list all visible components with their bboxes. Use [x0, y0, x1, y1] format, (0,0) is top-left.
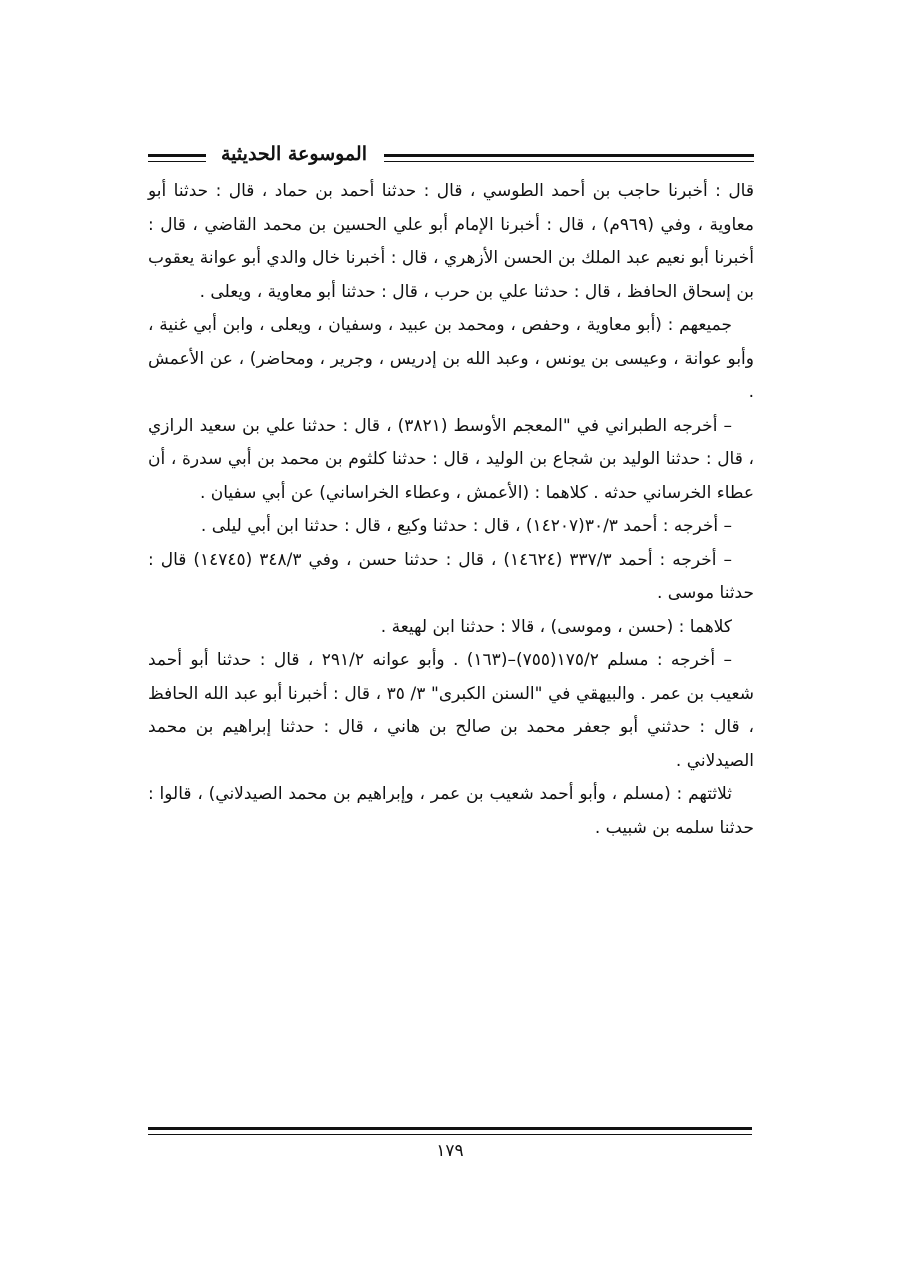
paragraph-tabarani: – أخرجه الطبراني في "المعجم الأوسط (٣٨٢١) ، قال : حدثنا علي بن سعيد الرازي ، قال : حدثنا الوليد بن شجاع بن الوليد ، قال : حدثنا كلثوم بن محمد بن أبي سدرة ، أن عطاء الخرساني حدثه . كلاهما : (الأعمش ، وعطاء الخراساني) عن أبي سفيان .: [148, 415, 754, 503]
paragraph-three-of-them: ثلاثتهم : (مسلم ، وأبو أحمد شعيب بن عمر ، وإبراهيم بن محمد الصيدلاني) ، قالوا : حدثنا سلمه بن شبيب .: [148, 784, 754, 838]
document-page: [148, 135, 754, 1165]
paragraph-muslim: – أخرجه : مسلم ١٧٥/٢(٧٥٥)–(١٦٣) . وأبو عوانه ٢٩١/٢ ، قال : حدثنا أبو أحمد شعيب بن عمر . والبيهقي في "السنن الكبرى" ٣/ ٣٥ ، قال : أخبرنا أبو عبد الله الحافظ ، قال : حدثني أبو جعفر محمد بن صالح بن هاني ، قال : حدثنا إبراهيم بن محمد الصيدلاني .: [148, 650, 754, 771]
page-number: ١٧٩: [436, 1141, 464, 1161]
header-rule-right: [384, 154, 754, 162]
footer-rule: [148, 1127, 752, 1135]
paragraph-all-of-them: جميعهم : (أبو معاوية ، وحفص ، ومحمد بن عبيد ، وسفيان ، ويعلى ، وابن أبي غنية ، وأبو عوانة ، وعيسى بن يونس ، وعبد الله بن إدريس ، وجرير ، ومحاضر) ، عن الأعمش .: [148, 315, 754, 402]
paragraph-ahmad-1: – أخرجه : أحمد ٣٠/٣(١٤٢٠٧) ، قال : حدثنا وكيع ، قال : حدثنا ابن أبي ليلى .: [200, 516, 732, 536]
header-title: الموسوعة الحديثية: [221, 143, 367, 165]
paragraph-ahmad-2: – أخرجه : أحمد ٣٣٧/٣ (١٤٦٢٤) ، قال : حدثنا حسن ، وفي ٣٤٨/٣ (١٤٧٤٥) قال : حدثنا موسى .: [148, 549, 754, 603]
paragraph-chain-of-narration: قال : أخبرنا حاجب بن أحمد الطوسي ، قال : حدثنا أحمد بن حماد ، قال : حدثنا أبو معاوية ، وفي (٩٦٩م) ، قال : أخبرنا الإمام أبو علي الحسين بن محمد القاضي ، قال : أخبرنا أبو نعيم عبد الملك بن الحسن الأزهري ، قال : أخبرنا خال والدي أبو عوانة يعقوب بن إسحاق الحافظ ، قال : حدثنا علي بن حرب ، قال : حدثنا أبو معاوية ، ويعلى .: [148, 181, 754, 302]
running-header: [148, 141, 754, 169]
header-rule-left: [148, 154, 206, 162]
body-text: [148, 175, 754, 845]
paragraph-both: كلاهما : (حسن ، وموسى) ، قالا : حدثنا ابن لهيعة .: [380, 616, 732, 637]
